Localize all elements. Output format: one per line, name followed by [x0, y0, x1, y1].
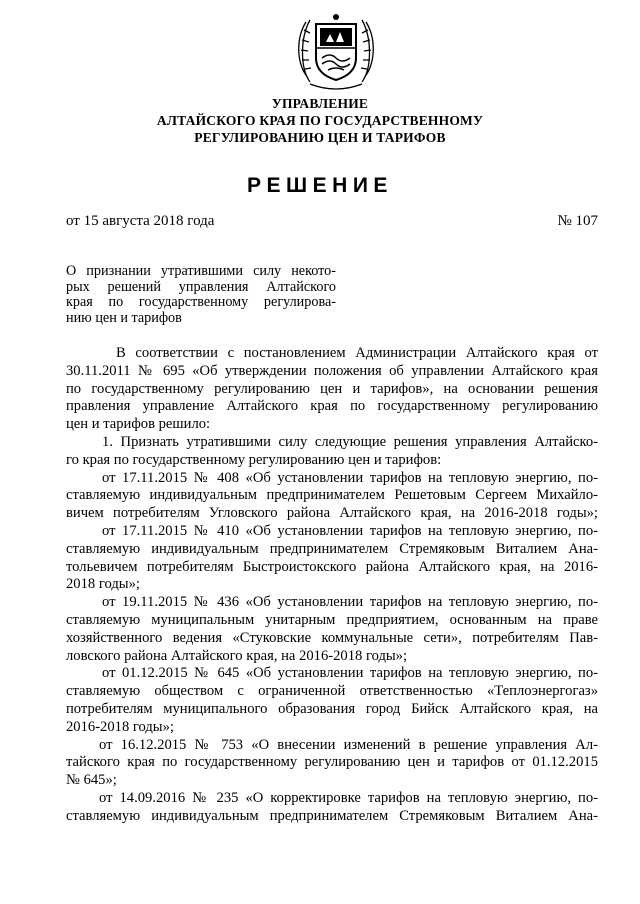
body-line: вичем потребителям Угловского района Алтайского края, на 2016-2018 годы»;: [66, 505, 598, 522]
subject-line: края по государственному регулирова-: [66, 294, 336, 311]
body-line: ставляемую обществом с ограниченной ответственностью «Теплоэнергогаз»: [66, 683, 598, 700]
issuer-header: [0, 95, 640, 146]
subject-line: О признании утратившими силу некото-: [66, 263, 336, 279]
body-line: от 17.11.2015 № 408 «Об установлении тарифов на тепловую энергию, по-: [102, 469, 598, 486]
body-line: правления управление Алтайского края по государственному регулированию: [66, 398, 598, 415]
body-line: го края по государственному регулированию цен и тарифов:: [66, 451, 442, 468]
body-line: от 16.12.2015 № 753 «О внесении изменений в решение управления Ал-: [99, 736, 598, 753]
document-body: [66, 345, 598, 826]
body-line: по государственному регулированию цен и тарифов», на основании решения: [66, 380, 598, 397]
header-line-1: УПРАВЛЕНИЕ: [271, 96, 369, 111]
header-line-3: РЕГУЛИРОВАНИЮ ЦЕН И ТАРИФОВ: [194, 130, 446, 145]
subject-line: нию цен и тарифов: [66, 309, 182, 326]
subject-line: рых решений управления Алтайского: [66, 278, 336, 295]
body-line: ставляемую индивидуальным предпринимателем Решетовым Сергеем Михайло-: [66, 487, 598, 504]
body-line: ловского района Алтайского края, на 2016-2018 годы»;: [66, 647, 408, 664]
body-line: ставляемую индивидуальным предпринимателем Стремяковым Виталием Ана-: [66, 540, 598, 557]
body-line: ставляемую муниципальным унитарным предприятием, основанным на праве: [66, 611, 598, 628]
body-line: потребителям муниципального образования город Бийск Алтайского края, на: [66, 700, 598, 717]
body-line: 2016-2018 годы»;: [66, 718, 174, 735]
body-line: ставляемую индивидуальным предпринимателем Стремяковым Виталием Ана-: [66, 807, 598, 824]
body-line: от 01.12.2015 № 645 «Об установлении тарифов на тепловую энергию, по-: [102, 665, 598, 682]
document-date: от 15 августа 2018 года: [66, 213, 215, 229]
body-line: от 17.11.2015 № 410 «Об установлении тарифов на тепловую энергию, по-: [102, 522, 598, 539]
body-line: тайского края по государственному регулированию цен и тарифов от 01.12.2015: [66, 754, 598, 771]
body-line: цен и тарифов решило:: [66, 416, 211, 433]
body-line: 2018 годы»;: [66, 576, 140, 593]
body-line: В соответствии с постановлением Администрации Алтайского края от: [116, 345, 598, 361]
body-line: № 645»;: [66, 772, 117, 789]
document-title: РЕШЕНИЕ: [247, 174, 393, 197]
body-line: 30.11.2011 № 695 «Об утверждении положения об управлении Алтайского края: [66, 362, 598, 379]
coat-of-arms-emblem: [292, 8, 380, 92]
header-line-2: АЛТАЙСКОГО КРАЯ ПО ГОСУДАРСТВЕННОМУ: [156, 113, 484, 128]
body-line: от 19.11.2015 № 436 «Об установлении тарифов на тепловую энергию, по-: [102, 594, 598, 611]
document-number: № 107: [557, 213, 598, 229]
body-line: от 14.09.2016 № 235 «О корректировке тарифов на тепловую энергию, по-: [99, 789, 598, 806]
body-line: тольевичем потребителям Быстроистокского района Алтайского края, на 2016-: [66, 558, 598, 575]
document-subject: [66, 264, 336, 326]
body-line: 1. Признать утратившими силу следующие решения управления Алтайско-: [102, 433, 598, 450]
body-line: хозяйственного ведения «Стуковские коммунальные сети», потребителям Пав-: [66, 629, 598, 646]
